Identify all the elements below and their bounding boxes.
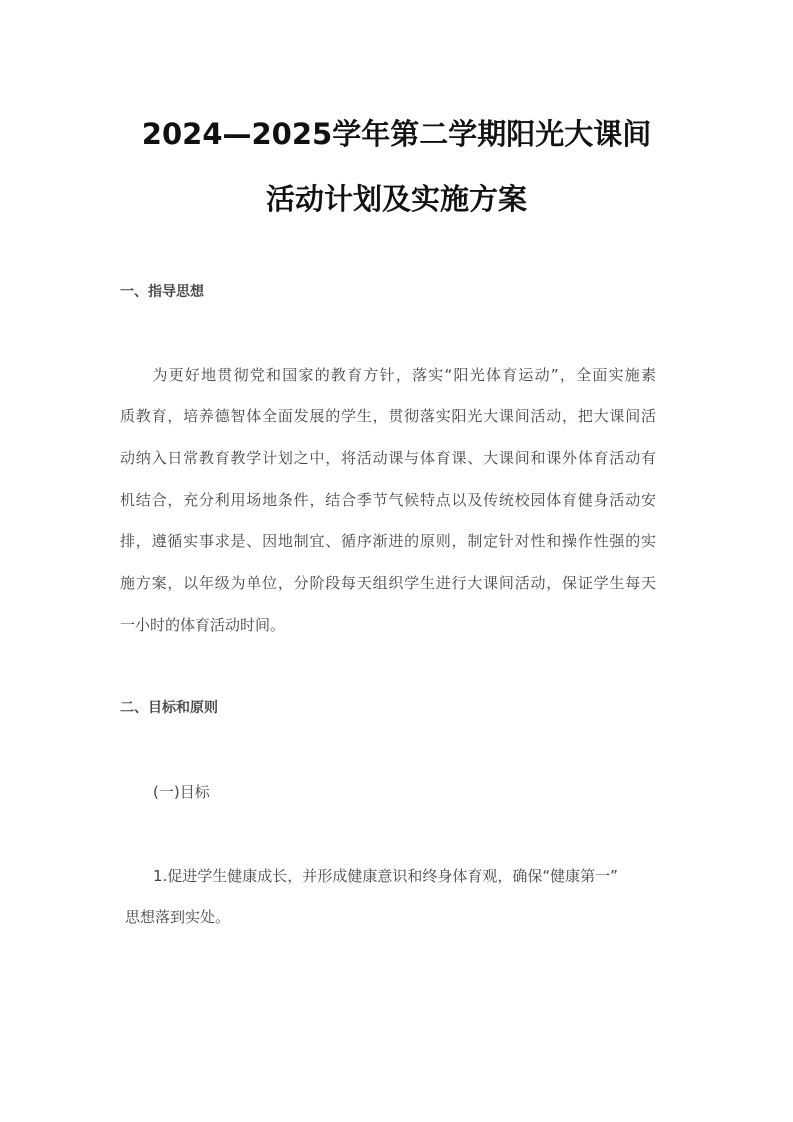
document-title-line-2: 活动计划及实施方案 [265, 182, 527, 216]
paragraph-line: 质教育，培养德智体全面发展的学生，贯彻落实阳光大课间活动，把大课间活 [120, 407, 656, 425]
document-title-line-1: 2024—2025学年第二学期阳光大课间 [141, 117, 652, 151]
paragraph-line: 机结合，充分利用场地条件，结合季节气候特点以及传统校园体育健身活动安 [120, 491, 656, 509]
section-heading-goals-principles: 二、目标和原则 [120, 700, 218, 716]
section-heading-guiding-ideology: 一、指导思想 [120, 284, 204, 300]
goal-item-1-line-2: 思想落到实处。 [125, 908, 231, 926]
subheading-goals: (一)目标 [153, 783, 210, 801]
goal-item-1-line-1: 1.促进学生健康成长，并形成健康意识和终身体育观，确保“健康第一” [153, 867, 618, 885]
paragraph-line: 施方案，以年级为单位，分阶段每天组织学生进行大课间活动，保证学生每天 [120, 574, 656, 592]
paragraph-line: 动纳入日常教育教学计划之中，将活动课与体育课、大课间和课外体育活动有 [120, 449, 656, 467]
paragraph-line: 一小时的体育活动时间。 [120, 616, 286, 634]
paragraph-line: 排，遵循实事求是、因地制宜、循序渐进的原则，制定针对性和操作性强的实 [120, 532, 656, 550]
paragraph-line: 为更好地贯彻党和国家的教育方针，落实“阳光体育运动”，全面实施素 [120, 366, 656, 384]
